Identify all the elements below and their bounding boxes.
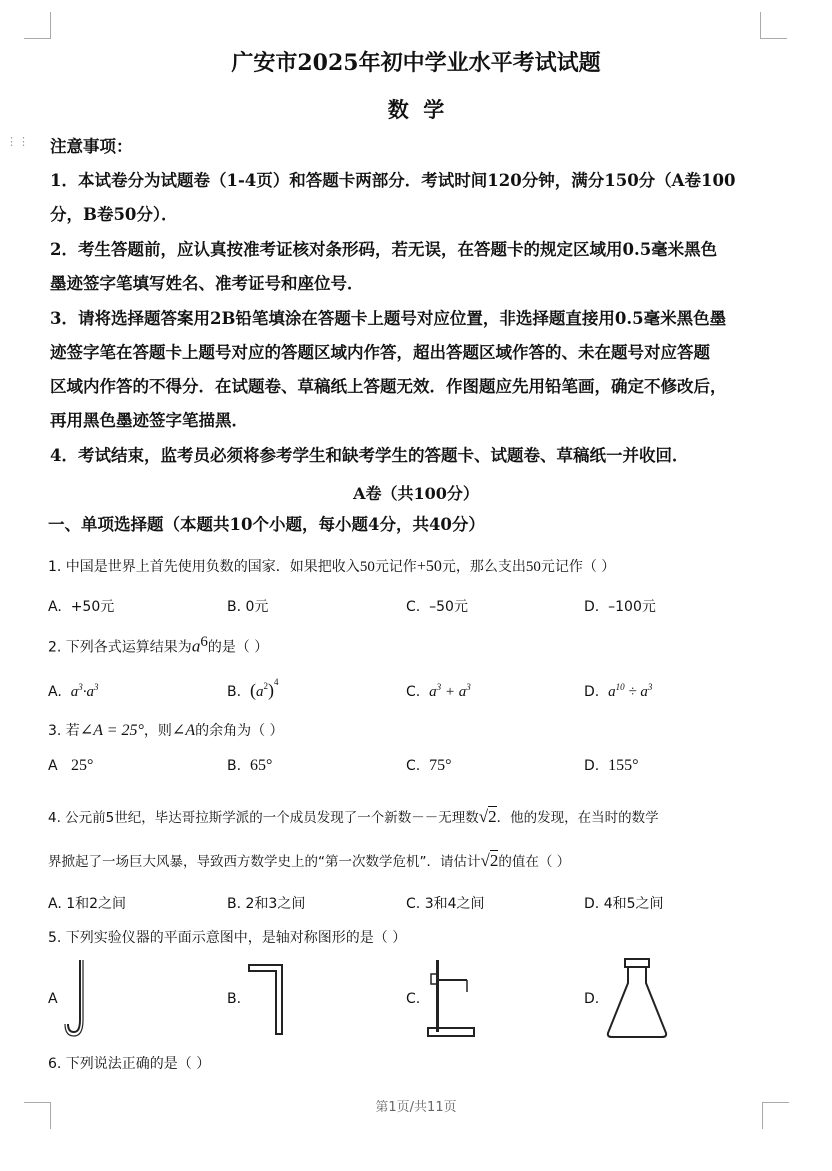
option-label: C.: [406, 684, 421, 700]
notice-line: 4．考试结束，监考员必须将参考学生和缺考学生的答题卡、试题卷、草稿纸一并收回．: [50, 446, 689, 465]
q2-option-d[interactable]: [584, 682, 652, 701]
option-label: D.: [584, 599, 600, 615]
option-value: 65°: [249, 757, 273, 774]
q2-option-c[interactable]: [406, 682, 471, 701]
option-label: A.: [48, 896, 62, 912]
question-5: 5. 下列实验仪器的平面示意图中，是轴对称图形的是（ ）: [48, 930, 407, 946]
option-label: D.: [584, 896, 600, 912]
question-text: 2. 下列各式运算结果为: [48, 639, 192, 656]
math-variable: a: [191, 636, 201, 656]
question-4-line-1: [48, 806, 659, 827]
notice-line: 墨迹签字笔填写姓名、准考证号和座位号．: [50, 274, 364, 293]
option-label: C.: [406, 758, 421, 774]
option-value: 75°: [429, 757, 452, 774]
option-label: B.: [227, 599, 242, 615]
notice-item-1: [50, 164, 780, 232]
option-label: C.: [406, 991, 421, 1007]
math-expression: ∠A: [171, 722, 196, 739]
math-exponent: 6: [200, 634, 208, 650]
question-text: 界掀起了一场巨大风暴，导致西方数学史上的“第一次数学危机”．请估计: [48, 854, 481, 870]
question-text: ．他的发现，在当时的数学: [496, 810, 659, 826]
option-value: 3和4之间: [424, 896, 485, 912]
option-label: A.: [48, 599, 62, 615]
option-value: –100元: [608, 599, 656, 615]
q3-option-c[interactable]: [406, 757, 452, 775]
q1-option-c[interactable]: [406, 596, 468, 616]
math-number: +50: [416, 558, 442, 575]
q3-option-a[interactable]: [48, 757, 93, 775]
subject-title: 数 学: [387, 97, 445, 122]
option-value: 25°: [70, 757, 94, 774]
part-heading: 一、单项选择题（本题共10个小题，每小题4分，共40分）: [48, 515, 485, 534]
q4-option-c[interactable]: [406, 893, 485, 913]
option-label: B.: [227, 684, 242, 700]
q5-option-b[interactable]: [227, 991, 241, 1007]
option-label: B.: [227, 758, 242, 774]
q5-option-c[interactable]: [406, 991, 420, 1007]
notice-line: 2．考生答题前，应认真按准考证核对条形码，若无误，在答题卡的规定区域用0.5毫米黑色: [50, 240, 718, 259]
question-text: 3. 若: [48, 723, 80, 739]
option-value: 2和3之间: [245, 896, 306, 912]
question-4-line-2: [48, 850, 570, 871]
option-label: C.: [406, 896, 421, 912]
question-text: 的值在（ ）: [498, 854, 571, 870]
notice-heading: 注意事项：: [50, 137, 133, 156]
notice-item-3: [50, 302, 780, 438]
notice-line: 分，B卷50分）．: [50, 205, 178, 224]
question-text: 4. 公元前5世纪，毕达哥拉斯学派的一个成员发现了一个新数－－无理数: [48, 810, 479, 826]
sqrt-radicand: 2: [488, 807, 497, 826]
question-text: 1. 中国是世界上首先使用负数的国家．如果把收入: [48, 559, 360, 575]
crop-mark-top-left: [24, 12, 51, 39]
notice-line: 再用黑色墨迹签字笔描黑．: [50, 411, 248, 430]
q1-option-a[interactable]: [48, 596, 114, 616]
test-tube-icon: [62, 958, 96, 1040]
option-math: $a^{10} \div a^3$: [608, 682, 653, 700]
notice-line: 3．请将选择题答案用2B铅笔填涂在答题卡上题号对应位置，非选择题直接用0.5毫米黑色墨: [50, 309, 727, 328]
q5-option-a[interactable]: [48, 991, 58, 1007]
question-text: 元，那么支出: [441, 559, 526, 575]
iron-stand-icon: [425, 958, 485, 1040]
option-label: A.: [48, 684, 62, 700]
option-label: D.: [584, 758, 600, 774]
q1-option-d[interactable]: [584, 596, 656, 616]
option-label: D.: [584, 684, 600, 700]
option-value: 0元: [245, 599, 269, 615]
question-text: ，则: [143, 723, 172, 739]
q2-option-b[interactable]: [227, 677, 279, 701]
volume-heading: A卷（共100分）: [353, 484, 479, 503]
math-number: 50: [525, 559, 541, 575]
question-6: 6. 下列说法正确的是（ ）: [48, 1056, 211, 1072]
question-text: 元记作: [374, 559, 417, 575]
question-text: 元记作（ ）: [540, 559, 616, 575]
question-2: [48, 634, 268, 657]
q4-option-b[interactable]: [227, 893, 305, 913]
notice-line: 区域内作答的不得分．在试题卷、草稿纸上答题无效．作图题应先用铅笔画，确定不修改后，: [50, 377, 727, 396]
crop-mark-top-right: [760, 12, 787, 39]
q4-option-d[interactable]: [584, 893, 664, 913]
math-number: 50: [359, 559, 375, 575]
sqrt-expression: √2: [478, 807, 497, 826]
bent-tube-icon: [246, 962, 290, 1038]
q3-option-d[interactable]: [584, 757, 639, 775]
question-text: 的是（ ）: [207, 639, 269, 656]
option-value: +50元: [70, 599, 115, 615]
option-label: C.: [406, 599, 421, 615]
drag-handle-icon[interactable]: ⋮⋮: [6, 135, 30, 148]
sqrt-radicand: 2: [489, 851, 499, 870]
question-3: [48, 720, 284, 740]
option-math: $(a^2)^4$: [249, 677, 279, 700]
notice-item-4: [50, 439, 780, 473]
conical-flask-icon: [604, 957, 670, 1041]
page-number: 第1页/共11页: [375, 1100, 457, 1115]
question-text: 的余角为（ ）: [195, 723, 284, 739]
option-value: 4和5之间: [603, 896, 664, 912]
q3-option-b[interactable]: [227, 757, 272, 775]
option-label: D.: [584, 991, 600, 1007]
option-value: 155°: [608, 757, 639, 774]
notice-line: 1．本试卷分为试题卷（1-4页）和答题卡两部分．考试时间120分钟，满分150分（A卷100: [50, 171, 736, 190]
q4-option-a[interactable]: [48, 893, 126, 913]
option-math: $a^3\cdot a^3$: [70, 682, 99, 700]
option-label: B.: [227, 991, 242, 1007]
sqrt-expression: √2: [480, 851, 499, 870]
option-label: B.: [227, 896, 242, 912]
page-title: 广安市2025年初中学业水平考试试题: [231, 50, 601, 76]
math-expression: ∠A = 25°: [79, 722, 144, 739]
question-1: [48, 556, 615, 576]
option-math: $a^3 + a^3$: [429, 682, 471, 700]
option-value: 1和2之间: [66, 896, 127, 912]
q5-option-d[interactable]: [584, 991, 599, 1007]
q1-option-b[interactable]: [227, 596, 268, 616]
option-label: A: [48, 758, 58, 774]
notice-item-2: [50, 233, 780, 301]
notice-line: 迹签字笔在答题卡上题号对应的答题区域内作答，超出答题区域作答的、未在题号对应答题: [50, 343, 710, 362]
option-value: –50元: [429, 599, 468, 615]
q2-option-a[interactable]: [48, 682, 98, 701]
option-label: A: [48, 991, 58, 1007]
